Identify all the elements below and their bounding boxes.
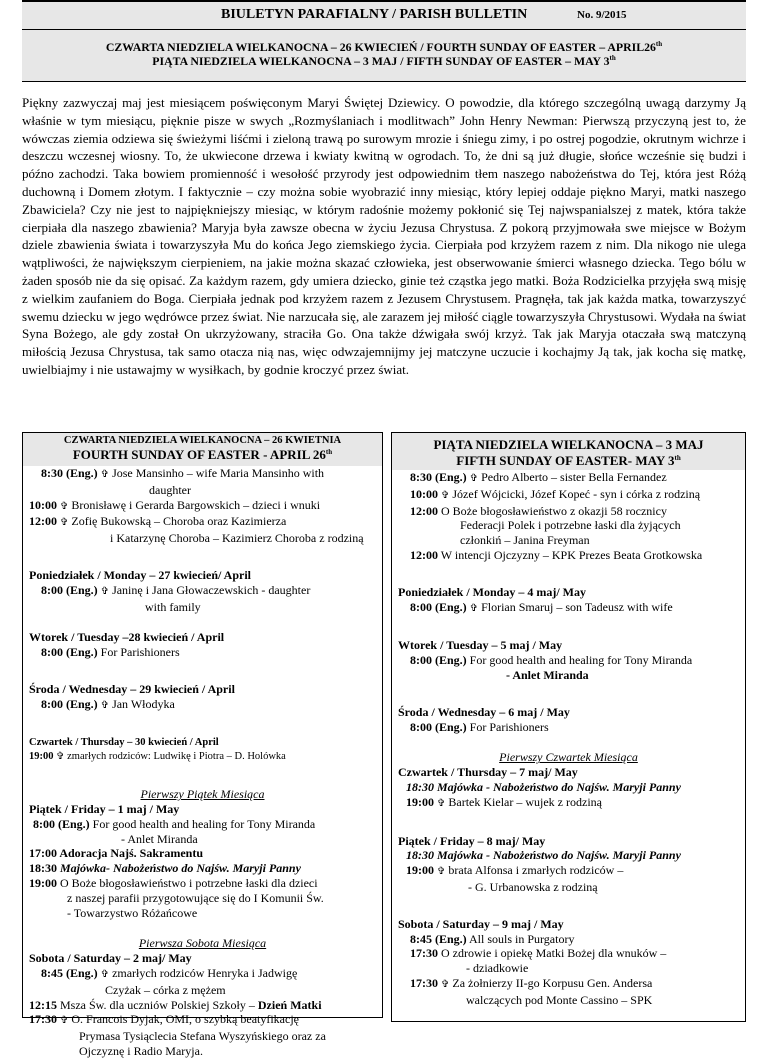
day-heading: Sobota / Saturday – 2 maj/ May — [29, 951, 192, 966]
mass-entry: 8:45 (Eng.) ✞ zmarłych rodziców Henryka i Jadwigę — [41, 965, 298, 980]
day-heading: Środa / Wednesday – 6 maj / May — [398, 704, 570, 719]
cross-icon: ✞ — [441, 978, 450, 990]
mass-entry: 17:30 ✞ Za żołnierzy II-go Korpusu Gen. Andersa — [410, 975, 653, 990]
cross-icon: ✞ — [437, 866, 446, 878]
title-bar — [22, 0, 746, 30]
cross-icon: ✞ — [100, 968, 110, 980]
mass-entry: 19:00 ✞ Bartek Kielar – wujek z rodziną — [406, 794, 602, 809]
mass-entry: 12:15 Msza Św. dla uczniów Polskiej Szkoły – Dzień Matki — [29, 997, 322, 1012]
mass-entry: 8:00 (Eng.) For good health and healing for Tony Miranda — [410, 653, 693, 668]
cross-icon: ✞ — [100, 469, 110, 480]
cross-icon: ✞ — [60, 500, 69, 512]
day-heading: Wtorek / Tuesday – 5 maj / May — [398, 638, 563, 653]
mass-entry: 10:00 ✞ Józef Wójcicki, Józef Kopeć - syn i córka z rodziną — [410, 486, 701, 501]
mass-entry: 8:00 (Eng.) ✞ Jan Włodyka — [41, 696, 175, 711]
mass-entry: 8:30 (Eng.) ✞ Pedro Alberto – sister Bella Fernandez — [410, 470, 667, 484]
mass-entry: 17:30 O zdrowie i opiekę Matki Bożej dla wnuków – — [410, 946, 667, 961]
bulletin-header — [22, 0, 746, 82]
week-2-header: PIĄTA NIEDZIELA WIELKANOCNA – 3 MAJ FIFTH SUNDAY OF EASTER- MAY 3th — [391, 432, 746, 470]
day-heading: Poniedziałek / Monday – 27 kwiecień/ April — [29, 567, 252, 582]
day-heading: Wtorek / Tuesday –28 kwiecień / April — [29, 630, 225, 645]
mass-schedule-week-1 — [22, 432, 383, 1058]
cross-icon: ✞ — [441, 489, 450, 501]
day-heading: Piątek / Friday – 1 maj / May — [29, 801, 180, 816]
cross-icon: ✞ — [437, 797, 446, 809]
first-saturday-label: Pierwsza Sobota Miesiąca — [138, 936, 267, 951]
mass-entry: 8:00 (Eng.) ✞ Florian Smaruj – son Tadeusz with wife — [410, 599, 673, 614]
banner-line-1: CZWARTA NIEDZIELA WIELKANOCNA – 26 KWIECIEŃ / FOURTH SUNDAY OF EASTER – APRIL26th — [105, 40, 663, 54]
mass-entry: 19:00 ✞ zmarłych rodziców: Ludwikę i Piotra – D. Holówka — [29, 751, 286, 763]
cross-icon: ✞ — [469, 473, 479, 484]
mass-entry: 17:30 ✞ O. Francois Dyjak, OMI, o szybką beatyfikację — [29, 1012, 299, 1027]
day-heading: Piątek / Friday – 8 maj/ May — [398, 833, 546, 848]
adoration-entry: 17:00 Adoracja Najś. Sakramentu — [29, 846, 203, 861]
day-heading: Czwartek / Thursday – 7 maj/ May — [398, 765, 578, 780]
mass-entry: 18:30 Majówka - Nabożeństwo do Najśw. Maryji Panny — [406, 848, 681, 863]
cross-icon: ✞ — [469, 602, 479, 614]
week-1-header: CZWARTA NIEDZIELA WIELKANOCNA – 26 KWIETNIA FOURTH SUNDAY OF EASTER - APRIL 26th — [22, 432, 383, 466]
intro-article: Piękny zazwyczaj maj jest miesiącem poświęconym Maryi Świętej Dziewicy. O powodzie, dla którego szczególną uwagą darzymy Ją właśnie w tym miesiącu, pięknie pisze w swych „Rozmyślaniach i modlitwach” John Henry Newman: Pierwszą przyczyną jest to, że wówczas ziemia odziewa się świeżymi liśćmi i zieloną trawą po surowym mrozie i śniegu zimy, i po ostrej pogodzie, okrutnym wichrze i deszczu wczesnej wiosny. To, że ukwiecone drzewa i kwiaty kwitną w ogrodach. To, że dni są już długie, słońce wcześnie się budzi i późno zachodzi. Taka bowiem promienność i wesołość przyrody jest odpowiednim tłem naszego nabożeństwa do Tej, która jest Różą duchowną i Domem złotym. I faktycznie – czy można sobie wyobrazić inny miesiąc, który lepiej oddaje piękno Maryi, matki naszego Zbawiciela? Czy nie jest to najpiękniejszy miesiąc, w którym radośnie możemy pokłonić się Tej najwspanialszej z matek, która także cierpiała dla naszego zbawienia? Maryja była zawsze obecna w życiu Jezusa Chrystusa. Z pokorą przyjmowała swe miejsce w Bożym dziele zbawienia świata i towarzyszyła Mu do końca Jego ziemskiego życia. Cierpiała pod krzyżem razem z nim. Dla nikogo nie ulega wątpliwości, że największym cierpieniem, na jakie można skazać człowieka, jest obserwowanie śmierci własnego dziecka. Tego bólu w żaden sposób nie da się opisać. Za każdym razem, gdy umiera dziecko, ginie też cząstka jego matki. Boża Rodzicielka przyjęła swą misję z wielkim zaufaniem do Boga. Cierpiała jednak pod krzyżem razem z Jezusem Chrystusem. Pragnęła, tak jak każda matka, towarzyszyć swemu dziecku w jego wędrówce przez świat. Nie narzucała się, ale zarazem jej miłość ciągle towarzyszyła Chrystusowi. Wydała na świat Syna Bożego, ale gdy został On ukrzyżowany, straciła Go. Ona także dźwigała swój krzyż. Tak jak Maryja otaczała swą matczyną miłością Jezusa Chrystusa, tak samo otacza nią nas, więc odwzajemnijmy jej matczyne uczucie i kochajmy Ją tak, jak kocha się matkę, uwielbiajmy i nie ustawajmy w wysiłkach, by godnie kroczyć przez świat. — [22, 95, 746, 377]
bulletin-title: BIULETYN PARAFIALNY / PARISH BULLETIN — [221, 7, 528, 22]
mass-entry: 12:00 O Boże błogosławieństwo z okazji 58 rocznicy — [410, 503, 667, 518]
sundays-banner — [22, 30, 746, 82]
day-heading: Środa / Wednesday – 29 kwiecień / April — [29, 681, 235, 696]
cross-icon: ✞ — [60, 517, 69, 529]
first-friday-label: Pierwszy Piątek Miesiąca — [140, 787, 265, 802]
issue-number: No. 9/2015 — [577, 9, 627, 21]
mass-entry: 8:00 (Eng.) ✞ Janinę i Jana Głowaczewskich - daughter — [41, 582, 311, 597]
week-1-body: 8:30 (Eng.) ✞ Jose Mansinho – wife Maria Mansinho with daughter 10:00 ✞ Bronisławę i Gerarda Bargowskich – dzieci i wnuki 12:00 ✞ Zofię Bukowską – Choroba oraz Kazimierza i Katarzynę Choroba – Kazimierz Choroba z rodziną Poniedziałek / Monday – 27 kwiecień/ April 8:00 (Eng.) ✞ Janinę i Jana Głowaczewskich - daughter with family Wtorek / Tuesday –28 kwiecień / April 8:00 (Eng.) For Parishioners Środa / Wednesday – 29 kwiecień / April 8:00 (Eng.) ✞ Jan Włodyka Czwartek / Thursday – 30 kwiecień / April 19:00 ✞ zmarłych rodziców: Ludwikę i Piotra – D. Holówka Pierwszy Piątek Miesiąca Piątek / Friday – 1 maj / May 8:00 (Eng.) For good health and healing for Tony Miranda - Anlet Miranda 17:00 Adoracja Najś. Sakramentu 18:30 Majówka- Nabożeństwo do Najśw. Maryji Panny 19:00 O Boże błogosławieństwo i potrzebne łaski dla dzieci z naszej parafii przygotowujące się do I Komunii Św. - Towarzystwo Różańcowe Pierwsza Sobota Miesiąca Sobota / Saturday – 2 maj/ May 8:45 (Eng.) ✞ zmarłych rodziców Henryka i Jadwigę Czyżak – córka z mężem 12:15 Msza Św. dla uczniów Polskiej Szkoły – Dzień Matki 17:30 ✞ O. Francois Dyjak, OMI, o szybką beatyfikację Prymasa Tysiąclecia Stefana Wyszyńskiego oraz za Ojczyznę i Radio Maryja. — [22, 466, 383, 1018]
mass-entry: 8:00 (Eng.) For good health and healing for Tony Miranda — [33, 816, 316, 831]
day-heading: Poniedziałek / Monday – 4 maj/ May — [398, 584, 586, 599]
cross-icon: ✞ — [100, 585, 110, 597]
cross-icon: ✞ — [60, 1015, 69, 1027]
day-heading: Sobota / Saturday – 9 maj / May — [398, 916, 564, 931]
mass-entry: 8:30 (Eng.) ✞ Jose Mansinho – wife Maria Mansinho with — [41, 466, 325, 480]
cross-icon: ✞ — [56, 751, 65, 763]
mass-entry: 18:30 Majówka- Nabożeństwo do Najśw. Maryji Panny — [29, 861, 301, 876]
day-heading: Czwartek / Thursday – 30 kwiecień / April — [29, 736, 219, 748]
first-thursday-label: Pierwszy Czwartek Miesiąca — [499, 750, 638, 765]
mass-entry: 12:00 ✞ Zofię Bukowską – Choroba oraz Kazimierza — [29, 514, 287, 529]
mass-entry: 8:00 (Eng.) For Parishioners — [41, 645, 180, 660]
mass-entry: 8:00 (Eng.) For Parishioners — [410, 719, 549, 734]
mass-entry: 19:00 O Boże błogosławieństwo i potrzebne łaski dla dzieci — [29, 875, 318, 890]
mass-entry: 19:00 ✞ brata Alfonsa i zmarłych rodziców – — [406, 863, 624, 878]
mass-entry: 12:00 W intencji Ojczyzny – KPK Prezes Beata Grotkowska — [410, 547, 703, 562]
mass-entry: 18:30 Majówka - Nabożeństwo do Najśw. Maryji Panny — [406, 779, 681, 794]
cross-icon: ✞ — [100, 699, 110, 711]
mass-schedule-week-2 — [391, 432, 746, 1022]
banner-line-2: PIĄTA NIEDZIELA WIELKANOCNA – 3 MAJ / FIFTH SUNDAY OF EASTER – MAY 3th — [152, 54, 616, 68]
mass-entry: 8:45 (Eng.) All souls in Purgatory — [410, 931, 575, 946]
week-2-body: 8:30 (Eng.) ✞ Pedro Alberto – sister Bella Fernandez 10:00 ✞ Józef Wójcicki, Józef Kopeć - syn i córka z rodziną 12:00 O Boże błogosławieństwo z okazji 58 rocznicy Federacji Polek i potrzebne łaski dla żyjących członkiń – Janina Freyman 12:00 W intencji Ojczyzny – KPK Prezes Beata Grotkowska Poniedziałek / Monday – 4 maj/ May 8:00 (Eng.) ✞ Florian Smaruj – son Tadeusz with wife Wtorek / Tuesday – 5 maj / May 8:00 (Eng.) For good health and healing for Tony Miranda - Anlet Miranda Środa / Wednesday – 6 maj / May 8:00 (Eng.) For Parishioners Pierwszy Czwartek Miesiąca Czwartek / Thursday – 7 maj/ May 18:30 Majówka - Nabożeństwo do Najśw. Maryji Panny 19:00 ✞ Bartek Kielar – wujek z rodziną Piątek / Friday – 8 maj/ May 18:30 Majówka - Nabożeństwo do Najśw. Maryji Panny 19:00 ✞ brata Alfonsa i zmarłych rodziców – - G. Urbanowska z rodziną Sobota / Saturday – 9 maj / May 8:45 (Eng.) All souls in Purgatory 17:30 O zdrowie i opiekę Matki Bożej dla wnuków – - dziadkowie 17:30 ✞ Za żołnierzy II-go Korpusu Gen. Andersa walczących pod Monte Cassino – SPK — [391, 470, 746, 1022]
mass-entry: 10:00 ✞ Bronisławę i Gerarda Bargowskich – dzieci i wnuki — [29, 497, 321, 512]
